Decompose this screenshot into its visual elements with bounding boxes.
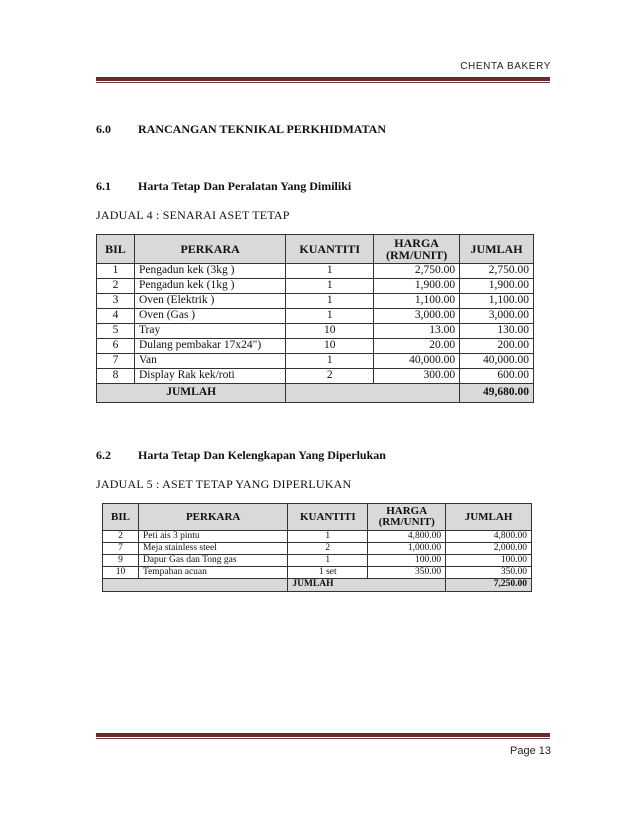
table-row — [97, 279, 534, 294]
cell-jumlah: 2,750.00 — [460, 264, 534, 279]
total-spacer — [286, 384, 460, 403]
cell-harga: 20.00 — [374, 339, 460, 354]
cell-bil: 10 — [103, 567, 139, 579]
cell-perkara: Pengadun kek (1kg ) — [134, 279, 285, 294]
header-jumlah: JUMLAH — [460, 235, 534, 264]
cell-perkara: Van — [134, 354, 285, 369]
cell-kuantiti: 1 — [288, 555, 368, 567]
subsection-heading-1 — [96, 179, 351, 194]
cell-kuantiti: 1 — [286, 264, 374, 279]
cell-jumlah: 100.00 — [446, 555, 532, 567]
cell-bil: 2 — [97, 279, 135, 294]
table-header-row — [97, 235, 534, 264]
section-title: RANCANGAN TEKNIKAL PERKHIDMATAN — [138, 122, 387, 136]
cell-kuantiti: 2 — [288, 543, 368, 555]
header-kuantiti: KUANTITI — [286, 235, 374, 264]
header-bil: BIL — [97, 235, 135, 264]
cell-perkara: Pengadun kek (3kg ) — [134, 264, 285, 279]
cell-harga: 40,000.00 — [374, 354, 460, 369]
cell-harga: 2,750.00 — [374, 264, 460, 279]
page-number: Page 13 — [510, 745, 551, 757]
total-label: JUMLAH — [97, 384, 286, 403]
cell-kuantiti: 10 — [286, 324, 374, 339]
cell-bil: 5 — [97, 324, 135, 339]
table4-caption: JADUAL 4 : SENARAI ASET TETAP — [96, 208, 290, 222]
subsection-number-2: 6.2 — [96, 448, 111, 462]
cell-kuantiti: 1 — [286, 354, 374, 369]
cell-jumlah: 1,100.00 — [460, 294, 534, 309]
footer-rule-thin — [96, 738, 550, 739]
cell-jumlah: 600.00 — [460, 369, 534, 384]
cell-perkara: Dulang pembakar 17x24") — [134, 339, 285, 354]
cell-bil: 9 — [103, 555, 139, 567]
cell-harga: 4,800.00 — [368, 531, 446, 543]
cell-kuantiti: 1 — [288, 531, 368, 543]
asset-table-4 — [96, 234, 534, 403]
cell-kuantiti: 1 — [286, 309, 374, 324]
table-row — [97, 294, 534, 309]
cell-perkara: Peti ais 3 pintu — [138, 531, 287, 543]
cell-perkara: Tempahan acuan — [138, 567, 287, 579]
total-value: 7,250.00 — [446, 579, 532, 592]
cell-harga: 1,100.00 — [374, 294, 460, 309]
table-row — [103, 543, 532, 555]
table-header-row — [103, 504, 532, 531]
cell-kuantiti: 1 — [286, 279, 374, 294]
page-header-title: CHENTA BAKERY — [460, 61, 551, 72]
footer-rule — [96, 733, 550, 737]
cell-jumlah: 1,900.00 — [460, 279, 534, 294]
table-row — [97, 309, 534, 324]
cell-jumlah: 350.00 — [446, 567, 532, 579]
header-rule — [96, 77, 550, 81]
section-heading — [96, 122, 386, 137]
header-kuantiti: KUANTITI — [288, 504, 368, 531]
cell-perkara: Tray — [134, 324, 285, 339]
subsection-number-1: 6.1 — [96, 179, 111, 193]
header-jumlah: JUMLAH — [446, 504, 532, 531]
header-harga: HARGA (RM/UNIT) — [374, 235, 460, 264]
cell-jumlah: 130.00 — [460, 324, 534, 339]
header-perkara: PERKARA — [138, 504, 287, 531]
header-bil: BIL — [103, 504, 139, 531]
cell-bil: 3 — [97, 294, 135, 309]
cell-bil: 7 — [97, 354, 135, 369]
cell-kuantiti: 2 — [286, 369, 374, 384]
section-number: 6.0 — [96, 122, 111, 136]
subsection-heading-2 — [96, 448, 386, 463]
cell-harga: 1,000.00 — [368, 543, 446, 555]
cell-jumlah: 4,800.00 — [446, 531, 532, 543]
total-value: 49,680.00 — [460, 384, 534, 403]
header-harga: HARGA (RM/UNIT) — [368, 504, 446, 531]
table-row — [103, 531, 532, 543]
cell-perkara: Dapur Gas dan Tong gas — [138, 555, 287, 567]
cell-kuantiti: 1 set — [288, 567, 368, 579]
cell-kuantiti: 10 — [286, 339, 374, 354]
cell-perkara: Display Rak kek/roti — [134, 369, 285, 384]
cell-bil: 6 — [97, 339, 135, 354]
cell-harga: 100.00 — [368, 555, 446, 567]
cell-harga: 300.00 — [374, 369, 460, 384]
table-row — [103, 555, 532, 567]
asset-table-5 — [102, 503, 532, 592]
total-label: JUMLAH — [288, 579, 446, 592]
table-total-row — [103, 579, 532, 592]
cell-bil: 4 — [97, 309, 135, 324]
cell-harga: 1,900.00 — [374, 279, 460, 294]
table5-caption: JADUAL 5 : ASET TETAP YANG DIPERLUKAN — [96, 477, 352, 491]
subsection-title-1: Harta Tetap Dan Peralatan Yang Dimiliki — [138, 179, 352, 193]
cell-bil: 8 — [97, 369, 135, 384]
cell-jumlah: 40,000.00 — [460, 354, 534, 369]
cell-perkara: Oven (Gas ) — [134, 309, 285, 324]
cell-harga: 3,000.00 — [374, 309, 460, 324]
table-row — [103, 567, 532, 579]
header-rule-thin — [96, 82, 550, 83]
table-row — [97, 369, 534, 384]
cell-bil: 2 — [103, 531, 139, 543]
cell-jumlah: 3,000.00 — [460, 309, 534, 324]
header-perkara: PERKARA — [134, 235, 285, 264]
table-row — [97, 354, 534, 369]
cell-harga: 13.00 — [374, 324, 460, 339]
cell-bil: 7 — [103, 543, 139, 555]
subsection-title-2: Harta Tetap Dan Kelengkapan Yang Diperlukan — [138, 448, 386, 462]
cell-harga: 350.00 — [368, 567, 446, 579]
cell-jumlah: 2,000.00 — [446, 543, 532, 555]
cell-bil: 1 — [97, 264, 135, 279]
total-spacer — [103, 579, 288, 592]
table-row — [97, 339, 534, 354]
table-row — [97, 324, 534, 339]
cell-perkara: Oven (Elektrik ) — [134, 294, 285, 309]
cell-kuantiti: 1 — [286, 294, 374, 309]
cell-perkara: Meja stainless steel — [138, 543, 287, 555]
table-total-row — [97, 384, 534, 403]
cell-jumlah: 200.00 — [460, 339, 534, 354]
table-row — [97, 264, 534, 279]
